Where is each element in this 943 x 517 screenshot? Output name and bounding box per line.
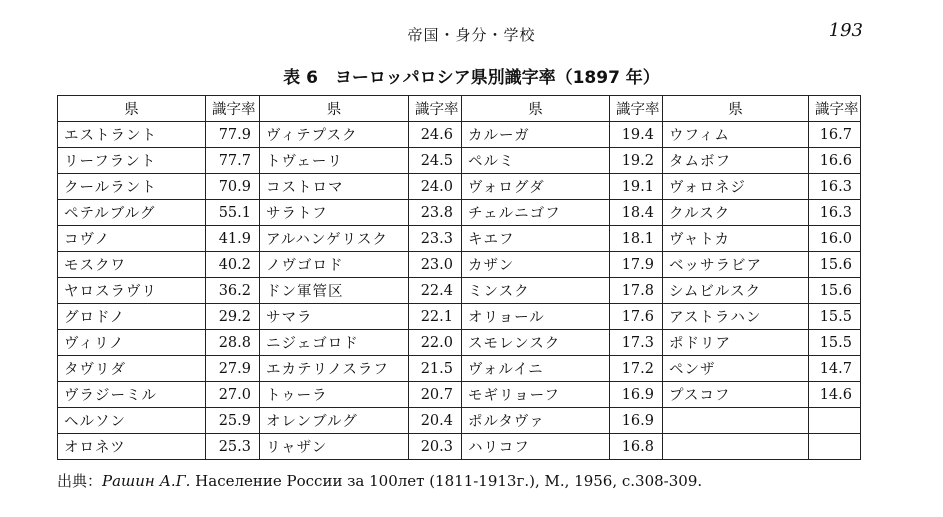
prefecture-cell: オレンブルグ	[260, 408, 409, 434]
prefecture-cell: モスクワ	[58, 252, 206, 278]
prefecture-cell: ヴォロネジ	[663, 174, 809, 200]
prefecture-cell: オロネツ	[58, 434, 206, 460]
literacy-rate-cell: 15.6	[809, 278, 861, 304]
table-row	[58, 226, 861, 252]
table-row	[58, 122, 861, 148]
prefecture-cell: ミンスク	[462, 278, 610, 304]
prefecture-cell: ヴィテプスク	[260, 122, 409, 148]
prefecture-cell	[663, 434, 809, 460]
table-row	[58, 382, 861, 408]
prefecture-cell: プスコフ	[663, 382, 809, 408]
header-prefecture: 県	[58, 96, 206, 122]
literacy-rate-cell: 23.3	[409, 226, 462, 252]
source-text: Население России за 100лет (1811-1913г.), М., 1956, с.308-309.	[190, 472, 703, 490]
prefecture-cell: ヴラジーミル	[58, 382, 206, 408]
literacy-rate-cell: 16.8	[610, 434, 663, 460]
prefecture-cell: ヴォログダ	[462, 174, 610, 200]
literacy-rate-cell: 16.9	[610, 408, 663, 434]
prefecture-cell: アルハンゲリスク	[260, 226, 409, 252]
literacy-rate-cell: 19.4	[610, 122, 663, 148]
table-row	[58, 330, 861, 356]
literacy-rate-cell: 21.5	[409, 356, 462, 382]
prefecture-cell: ペルミ	[462, 148, 610, 174]
page-number: 193	[828, 20, 863, 41]
header-prefecture: 県	[462, 96, 610, 122]
literacy-rate-cell: 17.2	[610, 356, 663, 382]
prefecture-cell: シムビルスク	[663, 278, 809, 304]
header-rate: 識字率	[409, 96, 462, 122]
literacy-rate-cell: 23.0	[409, 252, 462, 278]
literacy-rate-cell: 29.2	[206, 304, 260, 330]
prefecture-cell: コストロマ	[260, 174, 409, 200]
prefecture-cell: モギリョーフ	[462, 382, 610, 408]
literacy-rate-cell: 22.4	[409, 278, 462, 304]
prefecture-cell: キエフ	[462, 226, 610, 252]
prefecture-cell: エカテリノスラフ	[260, 356, 409, 382]
literacy-rate-cell: 22.0	[409, 330, 462, 356]
prefecture-cell: トヴェーリ	[260, 148, 409, 174]
prefecture-cell: ポドリア	[663, 330, 809, 356]
literacy-rate-cell: 24.6	[409, 122, 462, 148]
literacy-rate-cell: 17.8	[610, 278, 663, 304]
literacy-rate-cell: 16.3	[809, 200, 861, 226]
literacy-rate-cell: 16.0	[809, 226, 861, 252]
literacy-rate-cell: 24.0	[409, 174, 462, 200]
literacy-rate-cell: 20.7	[409, 382, 462, 408]
literacy-rate-cell: 24.5	[409, 148, 462, 174]
literacy-rate-cell: 55.1	[206, 200, 260, 226]
header-rate: 識字率	[809, 96, 861, 122]
source-note	[57, 470, 702, 491]
literacy-rate-cell: 15.6	[809, 252, 861, 278]
prefecture-cell	[663, 408, 809, 434]
literacy-rate-cell: 19.1	[610, 174, 663, 200]
literacy-rate-cell: 27.9	[206, 356, 260, 382]
prefecture-cell: ヤロスラヴリ	[58, 278, 206, 304]
table-row	[58, 304, 861, 330]
prefecture-cell: エストラント	[58, 122, 206, 148]
literacy-rate-cell: 36.2	[206, 278, 260, 304]
prefecture-cell: リャザン	[260, 434, 409, 460]
table-title: 表 6 ヨーロッパロシア県別識字率（1897 年）	[283, 68, 660, 88]
header-prefecture: 県	[260, 96, 409, 122]
prefecture-cell: タヴリダ	[58, 356, 206, 382]
header-rate: 識字率	[610, 96, 663, 122]
literacy-rate-cell	[809, 408, 861, 434]
prefecture-cell: オリョール	[462, 304, 610, 330]
literacy-rate-cell: 17.9	[610, 252, 663, 278]
prefecture-cell: カルーガ	[462, 122, 610, 148]
prefecture-cell: ペテルブルグ	[58, 200, 206, 226]
table-row	[58, 148, 861, 174]
literacy-rate-cell: 77.9	[206, 122, 260, 148]
prefecture-cell: カザン	[462, 252, 610, 278]
literacy-table	[57, 95, 861, 460]
prefecture-cell: ベッサラビア	[663, 252, 809, 278]
prefecture-cell: ヴャトカ	[663, 226, 809, 252]
literacy-rate-cell: 17.3	[610, 330, 663, 356]
literacy-rate-cell: 40.2	[206, 252, 260, 278]
source-label: 出典：	[57, 472, 103, 490]
table-row	[58, 278, 861, 304]
table-row	[58, 252, 861, 278]
literacy-rate-cell: 18.4	[610, 200, 663, 226]
literacy-rate-cell: 27.0	[206, 382, 260, 408]
prefecture-cell: ノヴゴロド	[260, 252, 409, 278]
prefecture-cell: グロドノ	[58, 304, 206, 330]
literacy-rate-cell: 22.1	[409, 304, 462, 330]
literacy-rate-cell: 18.1	[610, 226, 663, 252]
prefecture-cell: コヴノ	[58, 226, 206, 252]
table-row	[58, 434, 861, 460]
table-row	[58, 174, 861, 200]
prefecture-cell: ニジェゴロド	[260, 330, 409, 356]
prefecture-cell: ペンザ	[663, 356, 809, 382]
prefecture-cell: サマラ	[260, 304, 409, 330]
literacy-rate-cell: 14.7	[809, 356, 861, 382]
prefecture-cell: ヴォルイニ	[462, 356, 610, 382]
literacy-rate-cell: 16.7	[809, 122, 861, 148]
prefecture-cell: トゥーラ	[260, 382, 409, 408]
prefecture-cell: ヘルソン	[58, 408, 206, 434]
literacy-rate-cell: 17.6	[610, 304, 663, 330]
prefecture-cell: クールラント	[58, 174, 206, 200]
literacy-rate-cell: 16.3	[809, 174, 861, 200]
header-row	[58, 96, 861, 122]
prefecture-cell: タムボフ	[663, 148, 809, 174]
prefecture-cell: ヴィリノ	[58, 330, 206, 356]
literacy-rate-cell: 25.9	[206, 408, 260, 434]
prefecture-cell: ハリコフ	[462, 434, 610, 460]
prefecture-cell: スモレンスク	[462, 330, 610, 356]
header-prefecture: 県	[663, 96, 809, 122]
literacy-rate-cell: 28.8	[206, 330, 260, 356]
literacy-rate-cell: 70.9	[206, 174, 260, 200]
literacy-rate-cell	[809, 434, 861, 460]
table-body	[58, 122, 861, 460]
literacy-rate-cell: 19.2	[610, 148, 663, 174]
table-row	[58, 356, 861, 382]
prefecture-cell: ポルタヴァ	[462, 408, 610, 434]
literacy-rate-cell: 20.4	[409, 408, 462, 434]
header-rate: 識字率	[206, 96, 260, 122]
literacy-rate-cell: 41.9	[206, 226, 260, 252]
literacy-rate-cell: 25.3	[206, 434, 260, 460]
literacy-rate-cell: 16.6	[809, 148, 861, 174]
prefecture-cell: チェルニゴフ	[462, 200, 610, 226]
table-row	[58, 200, 861, 226]
prefecture-cell: ウフィム	[663, 122, 809, 148]
table-row	[58, 408, 861, 434]
literacy-rate-cell: 77.7	[206, 148, 260, 174]
source-author: Рашин А.Г.	[102, 472, 191, 490]
prefecture-cell: ドン軍管区	[260, 278, 409, 304]
literacy-rate-cell: 20.3	[409, 434, 462, 460]
prefecture-cell: クルスク	[663, 200, 809, 226]
prefecture-cell: リーフラント	[58, 148, 206, 174]
prefecture-cell: アストラハン	[663, 304, 809, 330]
prefecture-cell: サラトフ	[260, 200, 409, 226]
literacy-rate-cell: 16.9	[610, 382, 663, 408]
literacy-rate-cell: 23.8	[409, 200, 462, 226]
running-head: 帝国・身分・学校	[407, 26, 536, 44]
literacy-rate-cell: 15.5	[809, 304, 861, 330]
literacy-rate-cell: 14.6	[809, 382, 861, 408]
literacy-rate-cell: 15.5	[809, 330, 861, 356]
